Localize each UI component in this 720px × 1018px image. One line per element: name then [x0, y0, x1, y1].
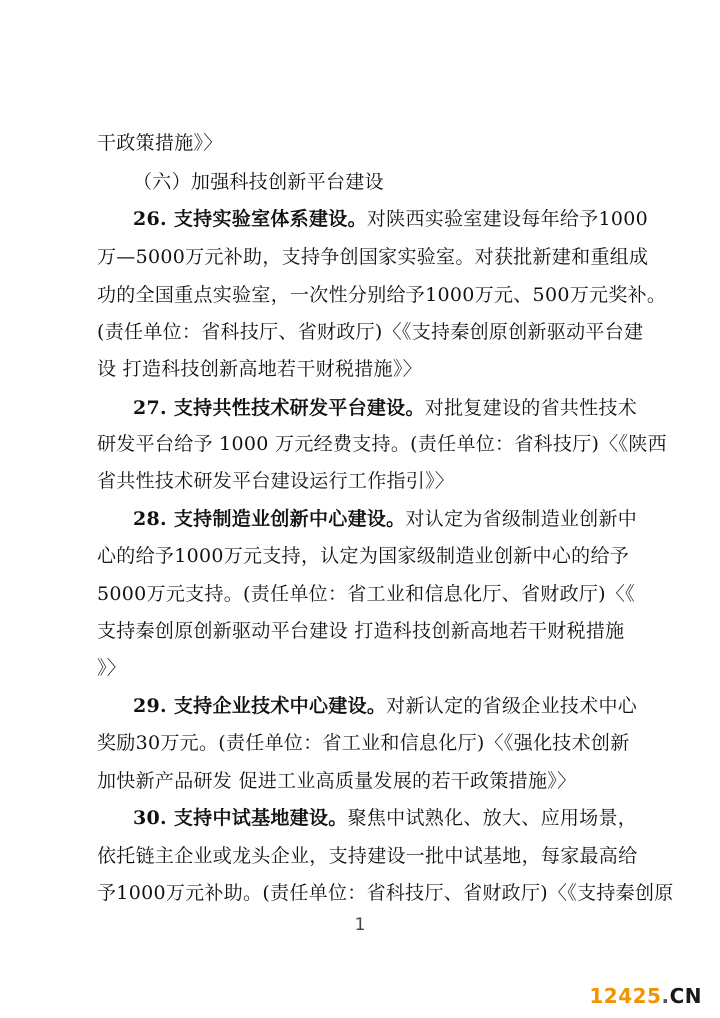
item-28-title: 28. 支持制造业创新中心建设。	[133, 508, 406, 530]
site-watermark: 12425.CN	[589, 984, 702, 1008]
text-line: 》〉	[97, 657, 127, 679]
text-line: 加快新产品研发 促进工业高质量发展的若干政策措施》〉	[97, 770, 577, 792]
page-number: 1	[354, 915, 366, 935]
section-heading: （六）加强科技创新平台建设	[133, 171, 384, 193]
text-line: 设 打造科技创新高地若干财税措施》〉	[97, 358, 422, 380]
text-line: 万—5000万元补助，支持争创国家实验室。对获批新建和重组成	[97, 246, 649, 268]
item-29-heading-line: 29. 支持企业技术中心建设。对新认定的省级企业技术中心	[133, 695, 638, 717]
item-26-heading-line: 26. 支持实验室体系建设。对陕西实验室建设每年给予1000	[133, 208, 649, 230]
text-line: 5000万元支持。(责任单位：省工业和信息化厅、省财政厅)〈《	[97, 583, 635, 605]
item-27-title: 27. 支持共性技术研发平台建设。	[133, 397, 425, 419]
text-line: 予1000万元补助。(责任单位：省科技厅、省财政厅)〈《支持秦创原	[97, 882, 674, 904]
text-line: 奖励30万元。(责任单位：省工业和信息化厅)〈《强化技术创新	[97, 732, 630, 754]
text-line: 研发平台给予 1000 万元经费支持。(责任单位：省科技厅)〈《陕西	[97, 433, 667, 455]
text-line: 功的全国重点实验室，一次性分别给予1000万元、500万元奖补。	[97, 284, 667, 306]
item-30-heading-line: 30. 支持中试基地建设。聚焦中试熟化、放大、应用场景，	[133, 807, 638, 829]
text-line: (责任单位：省科技厅、省财政厅)〈《支持秦创原创新驱动平台建	[97, 321, 644, 343]
item-27-heading-line: 27. 支持共性技术研发平台建设。对批复建设的省共性技术	[133, 397, 638, 419]
text-line: 省共性技术研发平台建设运行工作指引》〉	[97, 470, 455, 492]
text-line: 依托链主企业或龙头企业，支持建设一批中试基地，每家最高给	[97, 845, 638, 867]
text-line: 支持秦创原创新驱动平台建设 打造科技创新高地若干财税措施	[97, 620, 625, 642]
item-26-title: 26. 支持实验室体系建设。	[133, 208, 367, 230]
text-line-1: 干政策措施》〉	[97, 132, 223, 154]
text-line: 心的给予1000万元支持，认定为国家级制造业创新中心的给予	[97, 545, 630, 567]
item-29-title: 29. 支持企业技术中心建设。	[133, 695, 387, 717]
item-30-title: 30. 支持中试基地建设。	[133, 807, 348, 829]
item-28-heading-line: 28. 支持制造业创新中心建设。对认定为省级制造业创新中	[133, 508, 638, 530]
